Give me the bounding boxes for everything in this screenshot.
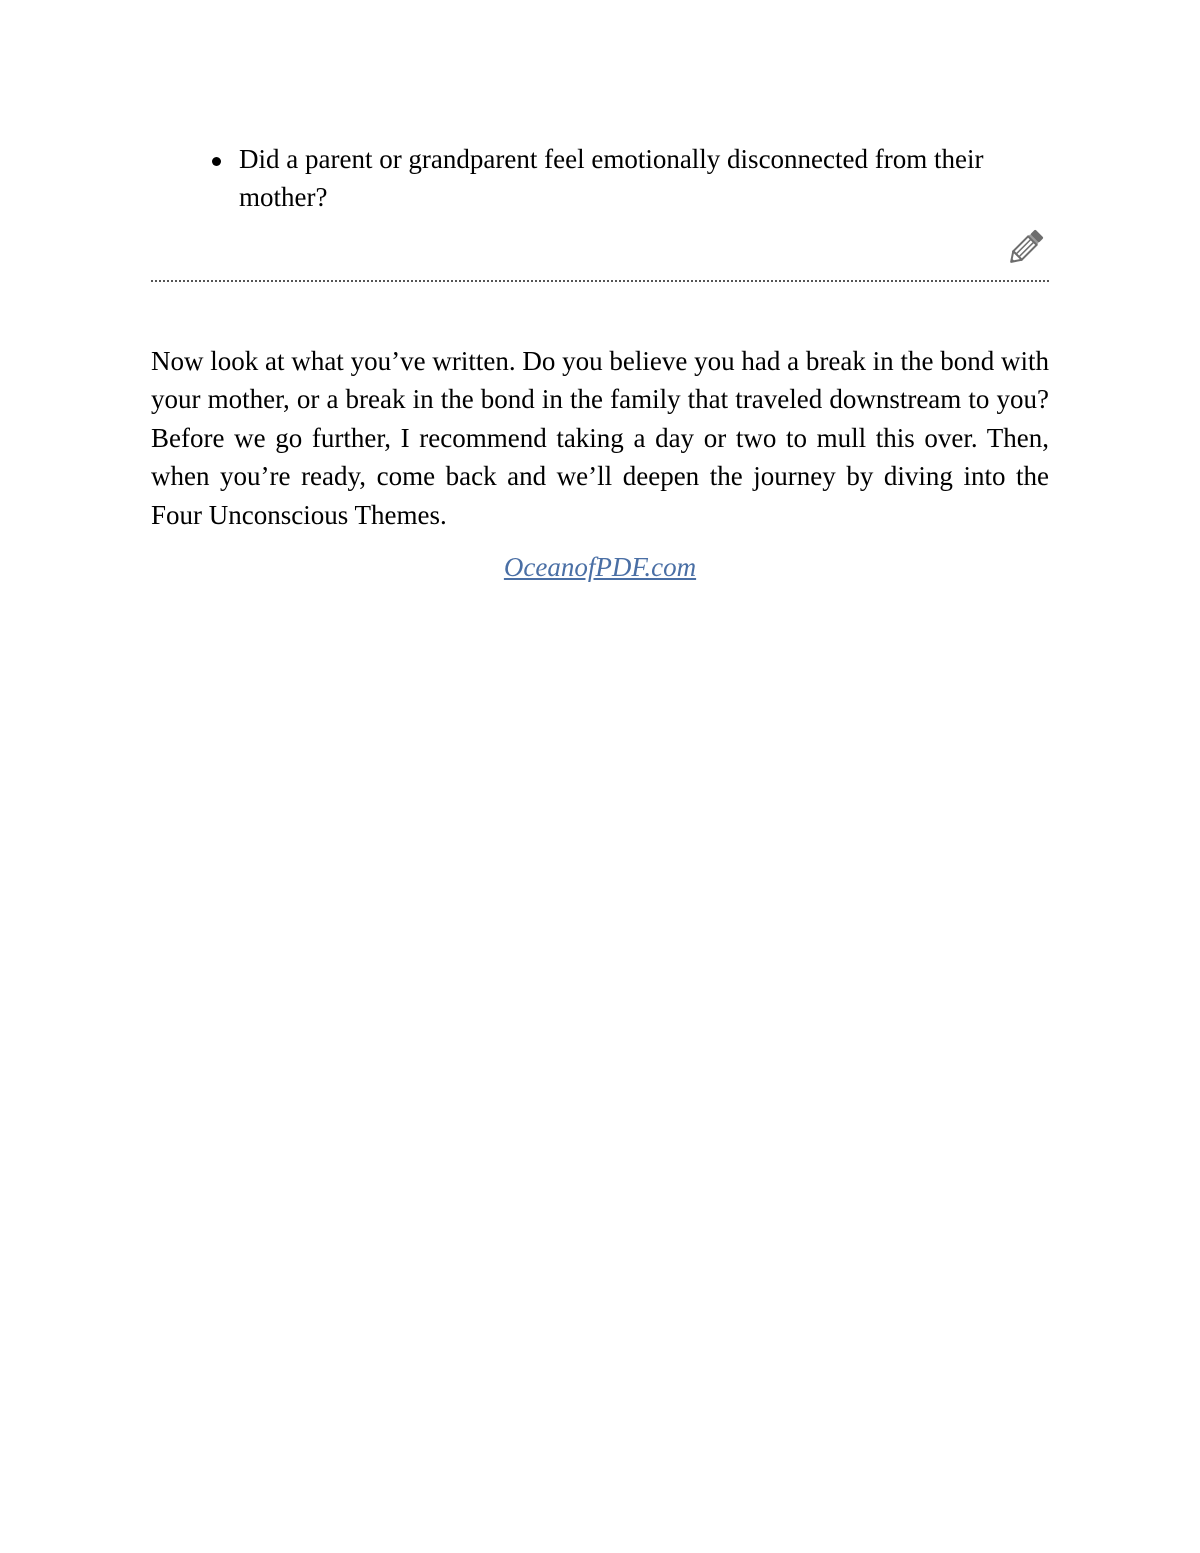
source-link[interactable]: OceanofPDF.com bbox=[503, 552, 697, 582]
pencil-icon bbox=[1002, 224, 1050, 270]
body-paragraph: Now look at what you’ve written. Do you believe you had a break in the bond with your mother, or a break in the bond in the family that traveled downstream to you? Before we go further, I recommend taking a day or two to mull this over. Then, when you’re ready, come back and we’ll deepen the journey by diving into the Four Unconscious Themes. bbox=[151, 346, 1049, 530]
question-text: Did a parent or grandparent feel emotionally disconnected from their mother? bbox=[239, 144, 984, 212]
question-item bbox=[212, 140, 1012, 216]
bullet-dot-icon bbox=[212, 157, 221, 166]
question-list bbox=[212, 140, 1012, 216]
footer bbox=[0, 548, 1200, 586]
writing-line[interactable] bbox=[151, 280, 1049, 282]
